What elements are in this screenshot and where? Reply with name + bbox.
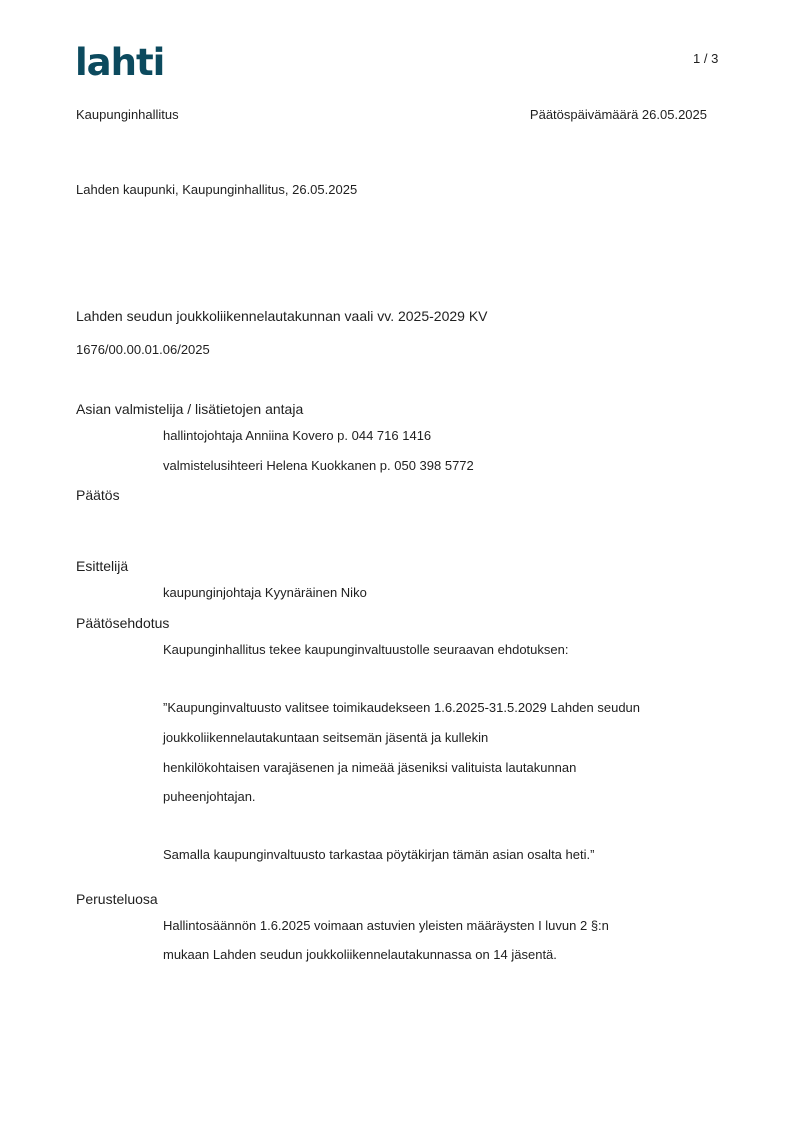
grounds-line: Hallintosäännön 1.6.2025 voimaan astuvien yleisten määräysten I luvun 2 §:n (163, 918, 609, 933)
proposal-quote-line: henkilökohtaisen varajäsenen ja nimeää jäseniksi valituista lautakunnan (163, 760, 577, 775)
proposal-quote-line: puheenjohtajan. (163, 789, 256, 804)
proposal-quote-line: joukkoliikennelautakuntaan seitsemän jäsentä ja kullekin (163, 730, 489, 745)
grounds-line: mukaan Lahden seudun joukkoliikennelautakunnassa on 14 jäsentä. (163, 947, 557, 962)
presenter-name: kaupunginjohtaja Kyynäräinen Niko (163, 585, 367, 600)
decision-date: Päätöspäivämäärä 26.05.2025 (529, 107, 707, 122)
grounds-heading: Perusteluosa (76, 891, 158, 907)
organ-name: Kaupunginhallitus (76, 107, 179, 122)
page-number: 1 / 3 (693, 51, 719, 66)
preparer-line: valmistelusihteeri Helena Kuokkanen p. 050 398 5772 (163, 458, 474, 473)
proposal-intro: Kaupunginhallitus tekee kaupunginvaltuustolle seuraavan ehdotuksen: (163, 642, 569, 657)
preparer-heading: Asian valmistelija / lisätietojen antaja (76, 401, 304, 417)
diary-number: 1676/00.00.01.06/2025 (76, 342, 210, 357)
preparer-line: hallintojohtaja Anniina Kovero p. 044 716 1416 (163, 428, 432, 443)
matter-title: Lahden seudun joukkoliikennelautakunnan vaali vv. 2025-2029 KV (76, 308, 488, 324)
proposal-heading: Päätösehdotus (76, 615, 170, 631)
decision-heading: Päätös (76, 487, 120, 503)
lahti-logo: lahti (75, 41, 165, 84)
proposal-quote-line: ”Kaupunginvaltuusto valitsee toimikaudekseen 1.6.2025-31.5.2029 Lahden seudun (163, 700, 641, 715)
proposal-closing: Samalla kaupunginvaltuusto tarkastaa pöytäkirjan tämän asian osalta heti.” (163, 847, 595, 862)
presenter-heading: Esittelijä (76, 558, 129, 574)
meta-line: Lahden kaupunki, Kaupunginhallitus, 26.05.2025 (76, 182, 358, 197)
